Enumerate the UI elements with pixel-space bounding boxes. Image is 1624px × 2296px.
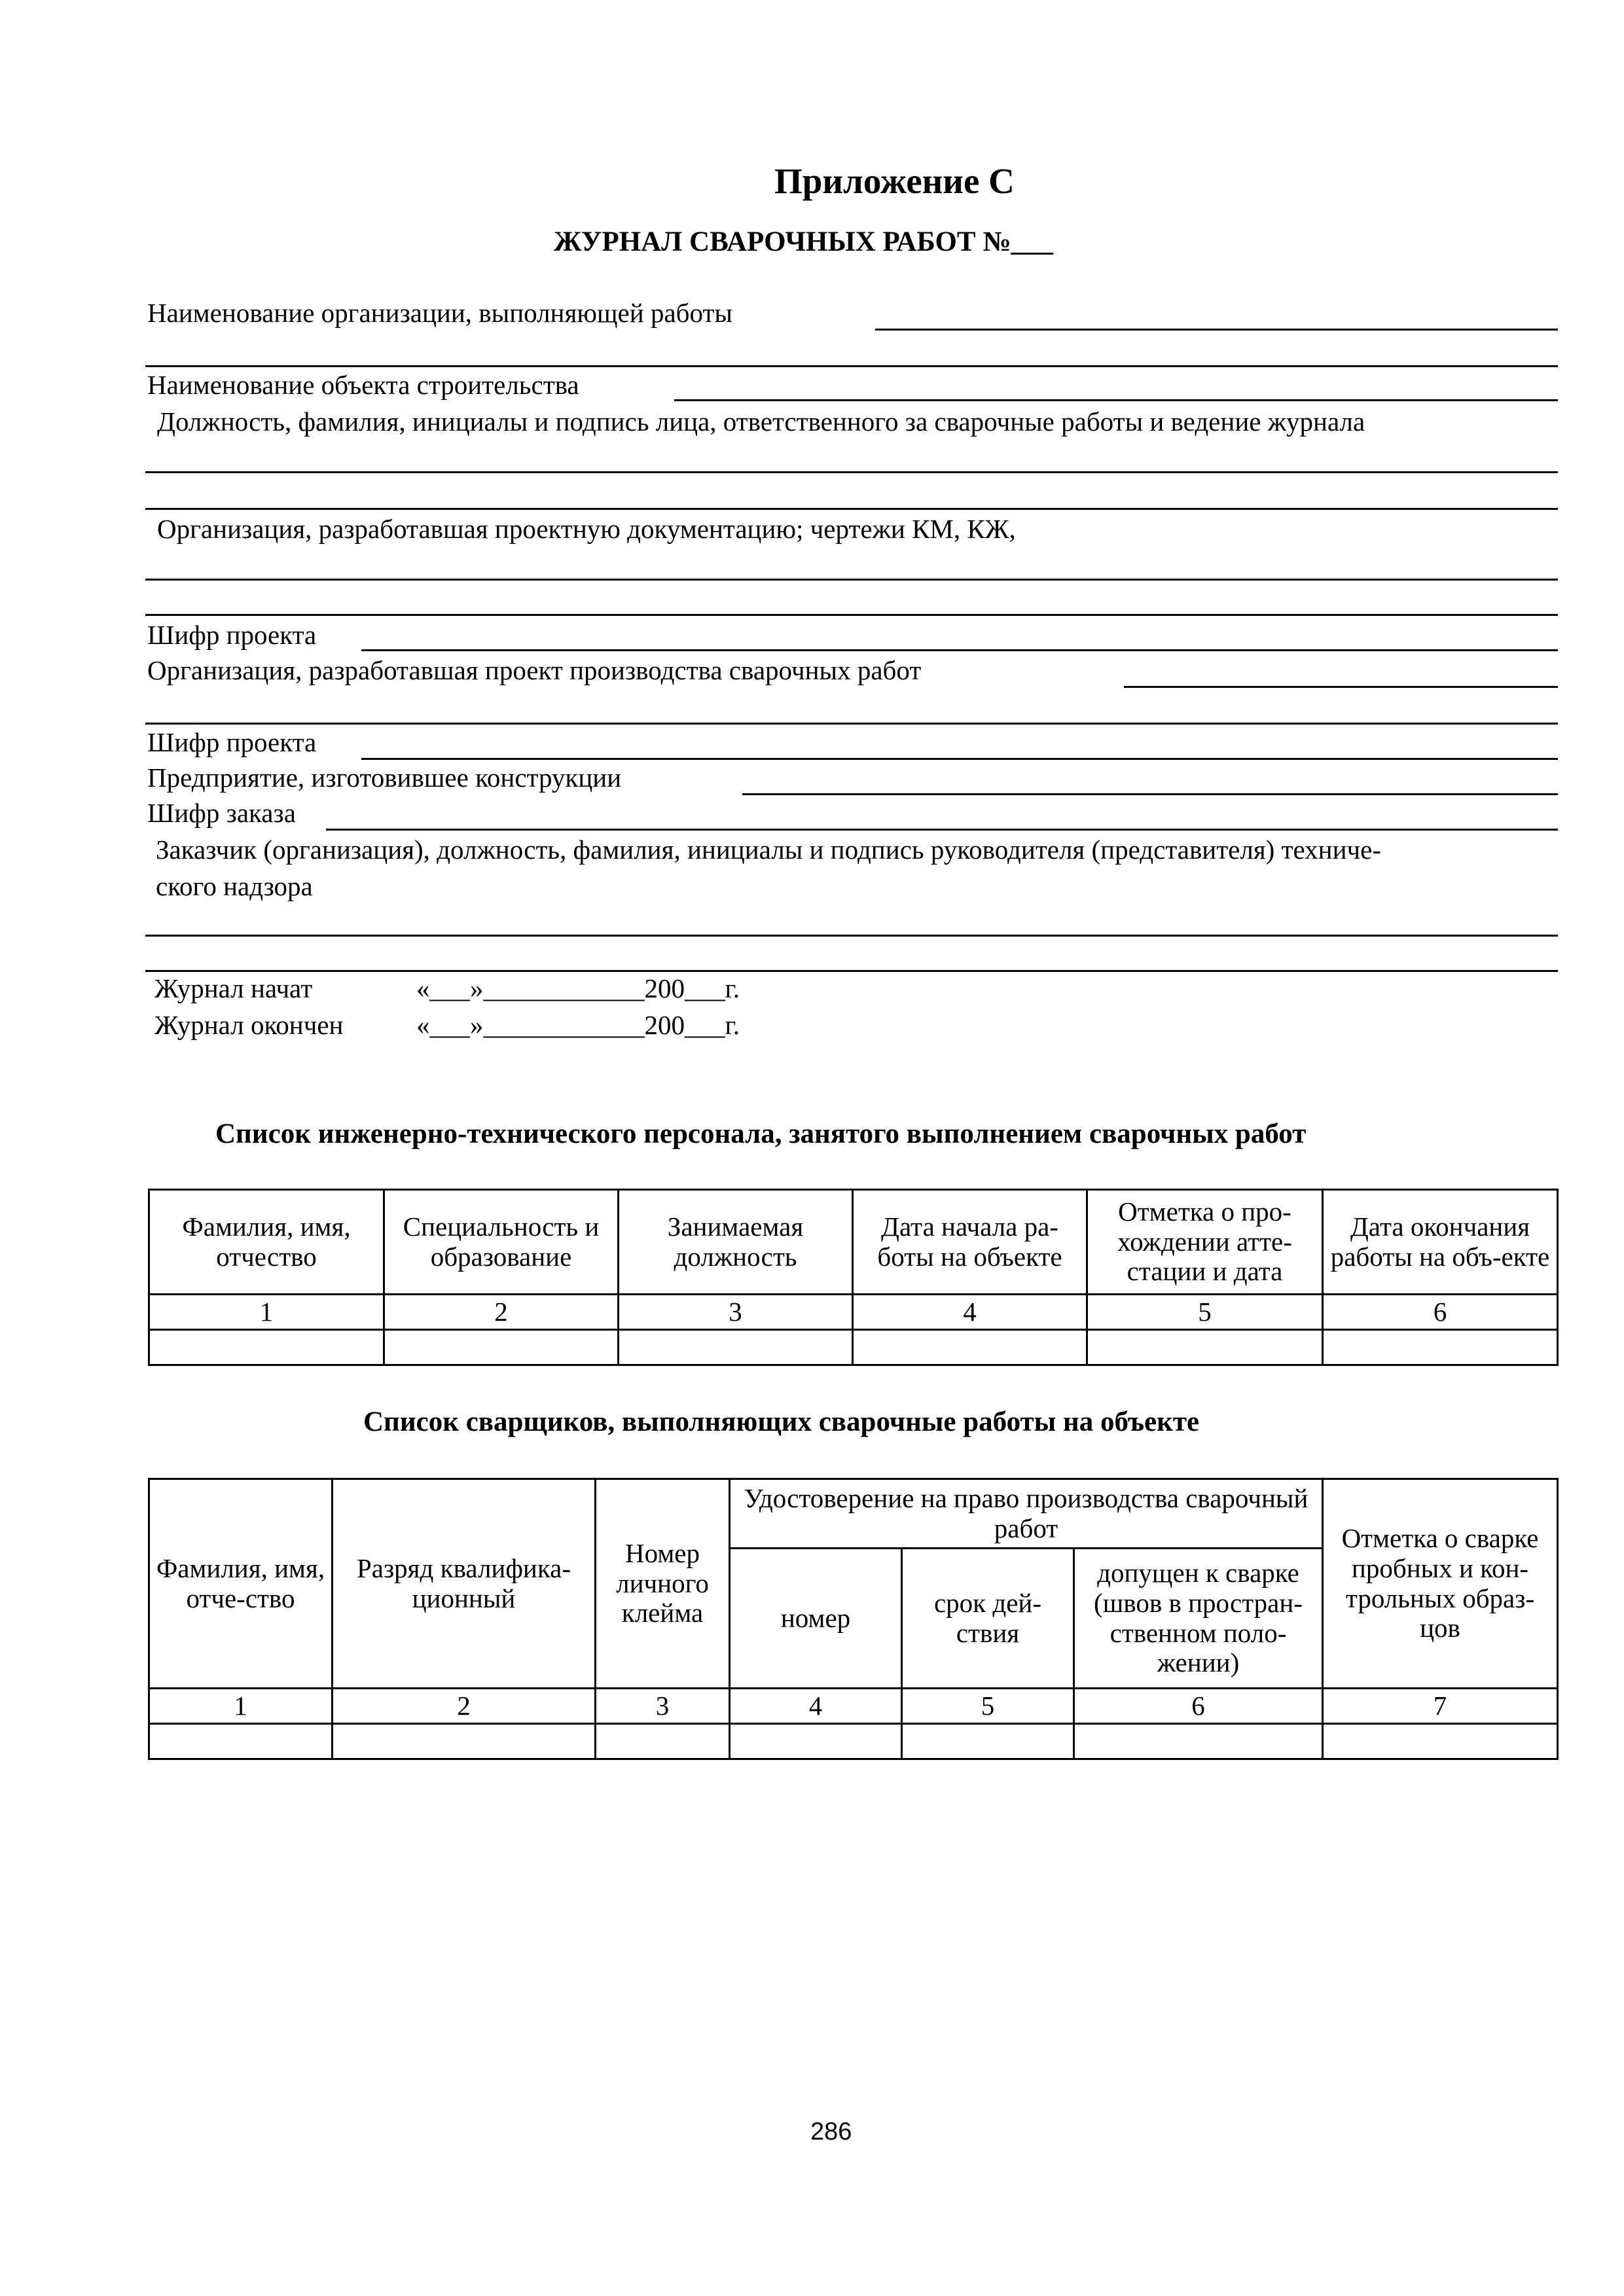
welders-cell[interactable] [1074,1724,1323,1759]
field-design-org[interactable] [145,579,1558,581]
welders-col-number: 7 [1323,1689,1558,1724]
field-journal-finished[interactable]: «___»____________200___г. [416,1010,740,1040]
staff-col-number: 4 [853,1295,1087,1330]
welders-header-validity: срок дей-ствия [902,1549,1074,1689]
welders-cell[interactable] [596,1724,730,1759]
field-design-org-line2[interactable] [145,614,1558,616]
field-responsible-person[interactable] [145,471,1558,473]
staff-cell[interactable] [149,1330,384,1365]
field-responsible-person-line2[interactable] [145,508,1558,510]
field-welding-project-org-line2[interactable] [145,723,1558,725]
staff-cell[interactable] [619,1330,853,1365]
label-responsible-person: Должность, фамилия, инициалы и подпись лица, ответственного за сварочные работы и ведение журнала [157,406,1365,437]
welders-header-samples: Отметка о сварке пробных и кон-трольных образ-цов [1323,1479,1558,1689]
field-welding-project-org[interactable] [1124,686,1558,688]
welders-header-certificate: Удостоверение на право производства сварочный работ [730,1479,1323,1549]
staff-col-number: 6 [1323,1295,1558,1330]
welders-col-number: 1 [149,1689,333,1724]
field-journal-started[interactable]: «___»____________200___г. [416,973,740,1003]
staff-cell[interactable] [1323,1330,1558,1365]
field-order-code[interactable] [326,829,1558,831]
page-number: 286 [810,2118,852,2145]
field-project-code-2[interactable] [361,758,1558,760]
staff-header-row [149,1190,1558,1295]
staff-header-specialty: Специальность и образование [384,1190,619,1295]
welders-header-number: номер [730,1549,902,1689]
staff-cell[interactable] [384,1330,619,1365]
welders-empty-row [149,1724,1558,1759]
welders-cell[interactable] [730,1724,902,1759]
welders-header-row-1 [149,1479,1558,1549]
welders-col-number: 2 [333,1689,596,1724]
staff-table-title: Список инженерно-технического персонала, занятого выполнением сварочных работ [215,1119,1307,1149]
staff-col-number: 2 [384,1295,619,1330]
staff-col-number: 5 [1087,1295,1323,1330]
welders-col-number: 5 [902,1689,1074,1724]
staff-cell[interactable] [853,1330,1087,1365]
staff-col-number: 3 [619,1295,853,1330]
welders-number-row [149,1689,1558,1724]
label-welding-project-org: Организация, разработавшая проект производства сварочных работ [147,655,922,685]
label-object-name: Наименование объекта строительства [147,370,579,400]
welders-table-title: Список сварщиков, выполняющих сварочные работы на объекте [363,1407,1200,1437]
staff-header-end-date: Дата окончания работы на объ-екте [1323,1190,1558,1295]
field-customer[interactable] [145,935,1558,937]
welders-cell[interactable] [333,1724,596,1759]
label-project-code-2: Шифр проекта [147,727,317,757]
staff-header-certification: Отметка о про-хождении атте-стации и дата [1087,1190,1323,1295]
staff-header-position: Занимаемая должность [619,1190,853,1295]
label-journal-finished: Журнал окончен [154,1010,344,1040]
field-object-name[interactable] [674,399,1558,401]
staff-number-row [149,1295,1558,1330]
label-order-code: Шифр заказа [147,798,296,828]
label-manufacturer: Предприятие, изготовившее конструкции [147,762,622,793]
field-manufacturer[interactable] [742,793,1558,795]
staff-header-start-date: Дата начала ра-боты на объекте [853,1190,1087,1295]
welders-cell[interactable] [902,1724,1074,1759]
appendix-title: Приложение С [774,161,1015,201]
welders-header-grade: Разряд квалифика-ционный [333,1479,596,1689]
welders-table [148,1478,1559,1760]
welders-header-stamp: Номер личного клейма [596,1479,730,1689]
label-customer-line1: Заказчик (организация), должность, фамилия, инициалы и подпись руководителя (представителя) техниче- [156,834,1382,865]
journal-title: ЖУРНАЛ СВАРОЧНЫХ РАБОТ №___ [554,226,1054,257]
staff-table [148,1189,1559,1366]
welders-header-name: Фамилия, имя, отче-ство [149,1479,333,1689]
welders-col-number: 6 [1074,1689,1323,1724]
field-project-code-1[interactable] [361,649,1558,651]
staff-header-name: Фамилия, имя, отчество [149,1190,384,1295]
label-design-org: Организация, разработавшая проектную документацию; чертежи КМ, КЖ, [157,514,1016,544]
welders-col-number: 3 [596,1689,730,1724]
label-customer-line2: ского надзора [156,871,313,901]
welders-cell[interactable] [1323,1724,1558,1759]
label-project-code-1: Шифр проекта [147,620,317,650]
welders-header-admitted: допущен к сварке (швов в простран-ственном поло-жении) [1074,1549,1323,1689]
staff-empty-row [149,1330,1558,1365]
field-org-performing-line2[interactable] [145,365,1558,367]
label-journal-started: Журнал начат [154,973,313,1003]
field-customer-line2[interactable] [145,970,1558,972]
field-org-performing[interactable] [875,329,1558,331]
staff-col-number: 1 [149,1295,384,1330]
welders-col-number: 4 [730,1689,902,1724]
welders-cell[interactable] [149,1724,333,1759]
staff-cell[interactable] [1087,1330,1323,1365]
label-org-performing: Наименование организации, выполняющей работы [147,298,732,328]
